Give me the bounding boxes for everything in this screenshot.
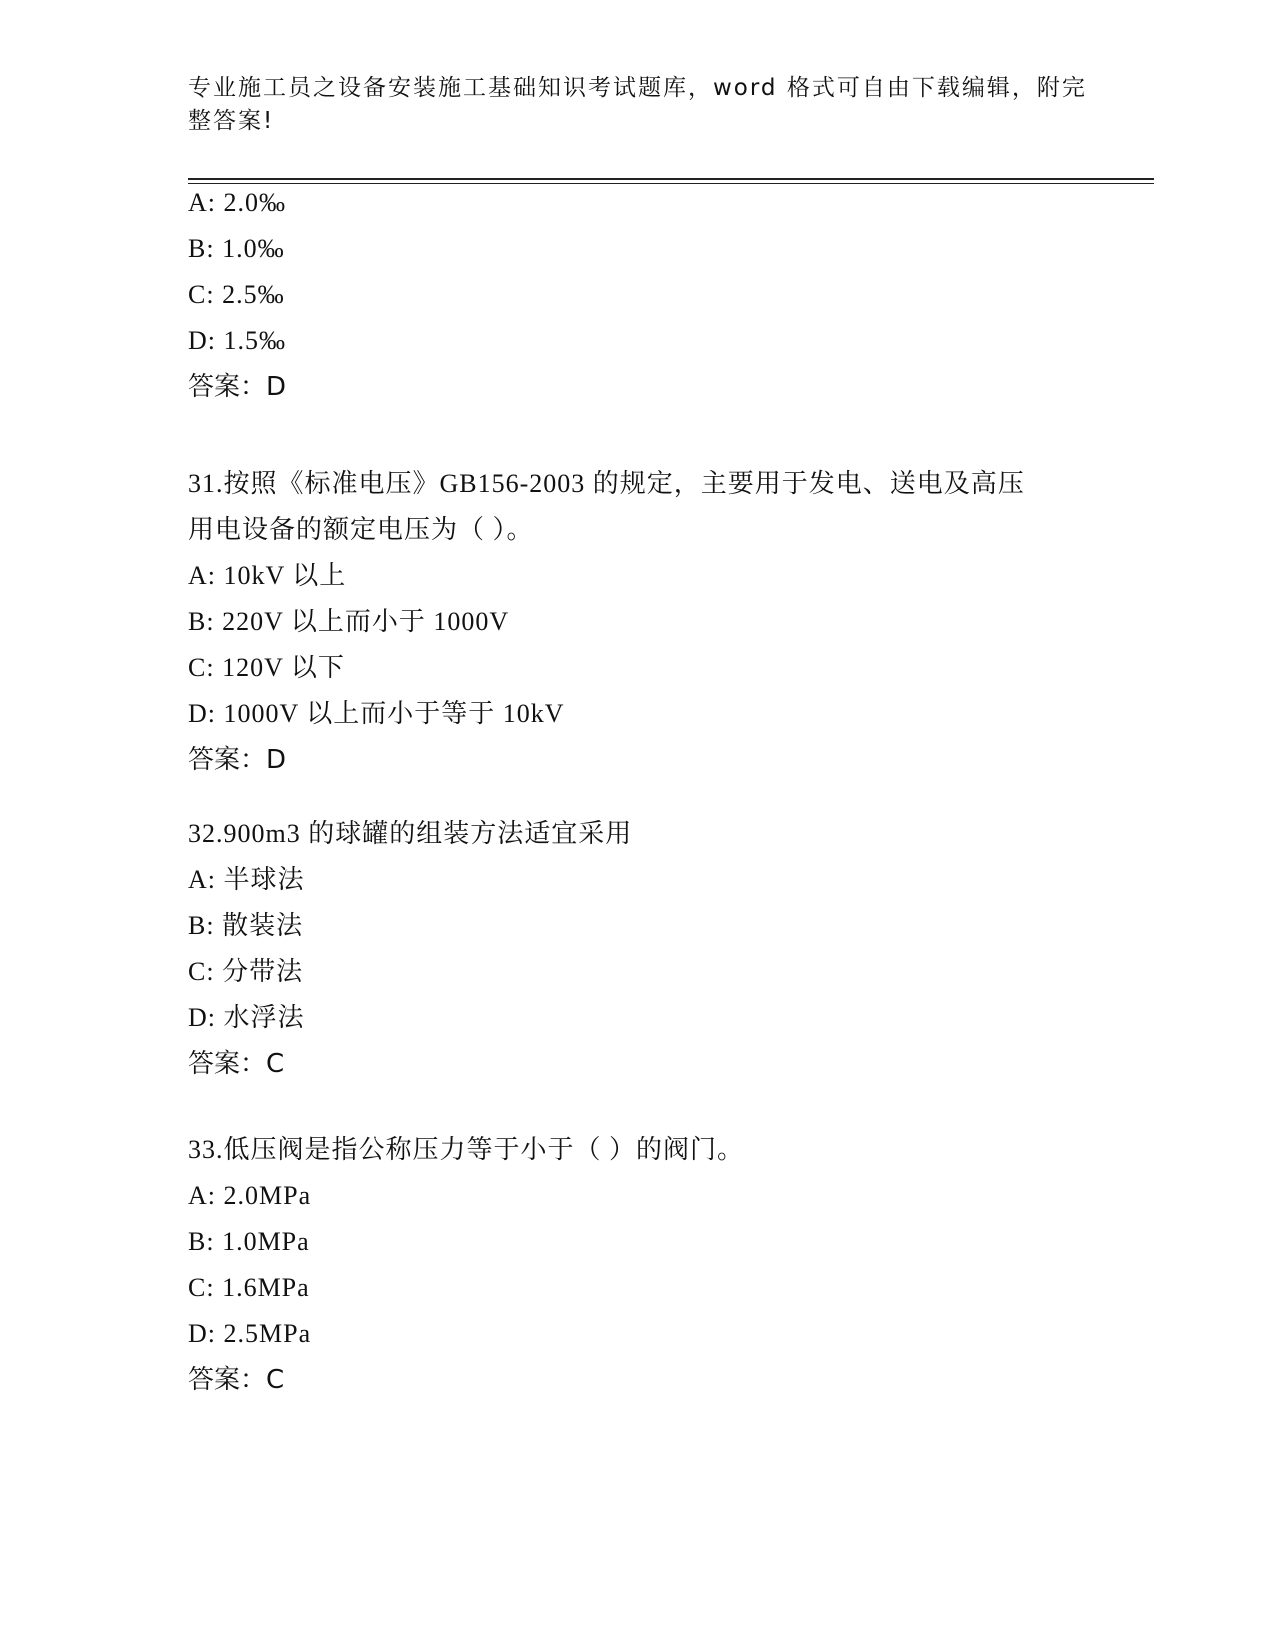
question-30-tail: [188, 180, 1148, 410]
option-d: D: 1.5‰: [188, 326, 286, 355]
option-c: C: 分带法: [188, 957, 304, 986]
option-b: B: 1.0‰: [188, 234, 285, 263]
option-a: A: 2.0‰: [188, 188, 286, 217]
option-a: A: 10kV 以上: [188, 561, 347, 590]
answer: 答案：D: [188, 745, 287, 775]
header-line-2: 整答案!: [188, 108, 275, 134]
option-c: C: 120V 以下: [188, 653, 345, 682]
question-text-line-1: 32.900m3 的球罐的组装方法适宜采用: [188, 819, 633, 848]
header-line-1: 专业施工员之设备安装施工基础知识考试题库，word 格式可自由下载编辑，附完: [188, 75, 1087, 101]
question-31: [188, 461, 1148, 783]
answer: 答案：C: [188, 1365, 285, 1395]
question-text-line-1: 33.低压阀是指公称压力等于小于（ ）的阀门。: [188, 1135, 745, 1164]
option-d: D: 2.5MPa: [188, 1319, 312, 1348]
option-d: D: 1000V 以上而小于等于 10kV: [188, 699, 565, 728]
option-c: C: 2.5‰: [188, 280, 285, 309]
option-b: B: 散装法: [188, 911, 304, 940]
answer: 答案：C: [188, 1049, 285, 1079]
question-text-line-2: 用电设备的额定电压为（ ）。: [188, 515, 534, 544]
answer: 答案：D: [188, 372, 287, 402]
option-b: B: 220V 以上而小于 1000V: [188, 607, 510, 636]
option-b: B: 1.0MPa: [188, 1227, 310, 1256]
option-c: C: 1.6MPa: [188, 1273, 310, 1302]
option-a: A: 2.0MPa: [188, 1181, 312, 1210]
document-header: [188, 72, 1088, 138]
question-33: [188, 1127, 1148, 1403]
question-text-line-1: 31.按照《标准电压》GB156-2003 的规定，主要用于发电、送电及高压: [188, 469, 1025, 498]
option-d: D: 水浮法: [188, 1003, 305, 1032]
option-a: A: 半球法: [188, 865, 305, 894]
question-32: [188, 811, 1148, 1087]
